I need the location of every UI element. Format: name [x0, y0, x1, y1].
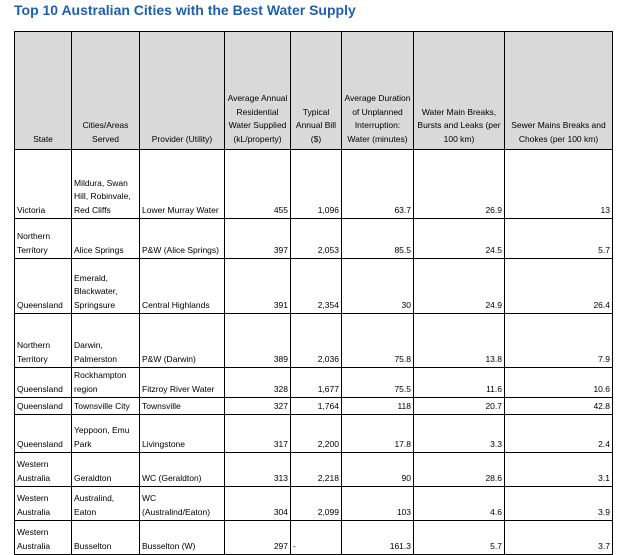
cell-water-main-breaks: 24.9 [414, 259, 505, 314]
cell-state: Western Australia [15, 521, 72, 555]
cell-interruption: 85.5 [342, 219, 414, 259]
cell-water-supplied: 389 [225, 314, 291, 368]
cell-annual-bill: 1,764 [291, 398, 342, 415]
cell-sewer-breaks: 26.4 [505, 259, 613, 314]
cell-water-supplied: 328 [225, 368, 291, 398]
cell-water-main-breaks: 26.9 [414, 150, 505, 219]
cell-provider: P&W (Darwin) [140, 314, 225, 368]
cell-provider: Townsville [140, 398, 225, 415]
cell-sewer-breaks: 3.9 [505, 487, 613, 521]
cell-state: Victoria [15, 150, 72, 219]
cell-annual-bill: 1,677 [291, 368, 342, 398]
cell-sewer-breaks: 3.1 [505, 453, 613, 487]
cell-sewer-breaks: 10.6 [505, 368, 613, 398]
header-row [15, 32, 613, 150]
cell-sewer-breaks: 7.9 [505, 314, 613, 368]
cell-interruption: 63.7 [342, 150, 414, 219]
header-water-main-breaks: Water Main Breaks, Bursts and Leaks (per 100 km) [414, 32, 505, 150]
table-row [15, 150, 613, 219]
page-title: Top 10 Australian Cities with the Best Water Supply [14, 2, 356, 18]
cell-annual-bill: 2,053 [291, 219, 342, 259]
cell-sewer-breaks: 5.7 [505, 219, 613, 259]
cell-state: Western Australia [15, 487, 72, 521]
table-row [15, 259, 613, 314]
cell-state: Northern Territory [15, 314, 72, 368]
cell-water-supplied: 317 [225, 415, 291, 453]
cell-cities: Townsville City [72, 398, 140, 415]
cell-water-main-breaks: 3.3 [414, 415, 505, 453]
cell-water-main-breaks: 24.5 [414, 219, 505, 259]
table-body [15, 150, 613, 555]
cell-provider: WC (Australind/Eaton) [140, 487, 225, 521]
cell-cities: Darwin, Palmerston [72, 314, 140, 368]
cell-sewer-breaks: 13 [505, 150, 613, 219]
cell-cities: Alice Springs [72, 219, 140, 259]
cell-provider: Busselton (W) [140, 521, 225, 555]
cell-water-supplied: 455 [225, 150, 291, 219]
cell-provider: Central Highlands [140, 259, 225, 314]
cell-annual-bill: 2,200 [291, 415, 342, 453]
table-row [15, 219, 613, 259]
header-interruption: Average Duration of Unplanned Interruption: Water (minutes) [342, 32, 414, 150]
cell-sewer-breaks: 3.7 [505, 521, 613, 555]
table-row [15, 487, 613, 521]
cell-water-main-breaks: 13.8 [414, 314, 505, 368]
cell-water-supplied: 304 [225, 487, 291, 521]
cell-interruption: 161.3 [342, 521, 414, 555]
cell-provider: P&W (Alice Springs) [140, 219, 225, 259]
cell-state: Queensland [15, 415, 72, 453]
cell-water-main-breaks: 11.6 [414, 368, 505, 398]
header-water-supplied: Average Annual Residential Water Supplied (kL/property) [225, 32, 291, 150]
cell-water-main-breaks: 20.7 [414, 398, 505, 415]
cell-state: Queensland [15, 368, 72, 398]
header-sewer-breaks: Sewer Mains Breaks and Chokes (per 100 km) [505, 32, 613, 150]
cell-water-main-breaks: 5.7 [414, 521, 505, 555]
cell-water-main-breaks: 4.6 [414, 487, 505, 521]
cell-interruption: 90 [342, 453, 414, 487]
cell-cities: Mildura, Swan Hill, Robinvale, Red Cliffs [72, 150, 140, 219]
cell-interruption: 75.8 [342, 314, 414, 368]
cell-interruption: 118 [342, 398, 414, 415]
cell-cities: Emerald, Blackwater, Springsure [72, 259, 140, 314]
cell-water-supplied: 397 [225, 219, 291, 259]
cell-provider: WC (Geraldton) [140, 453, 225, 487]
cell-cities: Busselton [72, 521, 140, 555]
cell-sewer-breaks: 42.8 [505, 398, 613, 415]
cell-interruption: 103 [342, 487, 414, 521]
water-supply-table [14, 31, 613, 555]
cell-annual-bill: 1,096 [291, 150, 342, 219]
header-annual-bill: Typical Annual Bill ($) [291, 32, 342, 150]
cell-interruption: 17.8 [342, 415, 414, 453]
cell-cities: Rockhampton region [72, 368, 140, 398]
cell-annual-bill [291, 521, 342, 555]
cell-cities: Australind, Eaton [72, 487, 140, 521]
cell-state: Western Australia [15, 453, 72, 487]
cell-water-supplied: 313 [225, 453, 291, 487]
cell-state: Northern Territory [15, 219, 72, 259]
cell-annual-bill: 2,354 [291, 259, 342, 314]
cell-annual-bill: 2,218 [291, 453, 342, 487]
cell-water-supplied: 327 [225, 398, 291, 415]
header-state: State [15, 32, 72, 150]
table-row [15, 453, 613, 487]
cell-water-supplied: 297 [225, 521, 291, 555]
header-cities: Cities/Areas Served [72, 32, 140, 150]
cell-water-main-breaks: 28.6 [414, 453, 505, 487]
cell-cities: Geraldton [72, 453, 140, 487]
cell-annual-bill-value: - [293, 540, 296, 551]
cell-interruption: 30 [342, 259, 414, 314]
table-row [15, 398, 613, 415]
cell-provider: Lower Murray Water [140, 150, 225, 219]
cell-annual-bill: 2,099 [291, 487, 342, 521]
cell-annual-bill: 2,036 [291, 314, 342, 368]
table-row [15, 314, 613, 368]
header-provider: Provider (Utility) [140, 32, 225, 150]
cell-sewer-breaks: 2.4 [505, 415, 613, 453]
table-row [15, 415, 613, 453]
table-row [15, 521, 613, 555]
cell-water-supplied: 391 [225, 259, 291, 314]
cell-state: Queensland [15, 259, 72, 314]
cell-provider: Fitzroy River Water [140, 368, 225, 398]
cell-interruption: 75.5 [342, 368, 414, 398]
cell-provider: Livingstone [140, 415, 225, 453]
table-row [15, 368, 613, 398]
cell-state: Queensland [15, 398, 72, 415]
cell-cities: Yeppoon, Emu Park [72, 415, 140, 453]
